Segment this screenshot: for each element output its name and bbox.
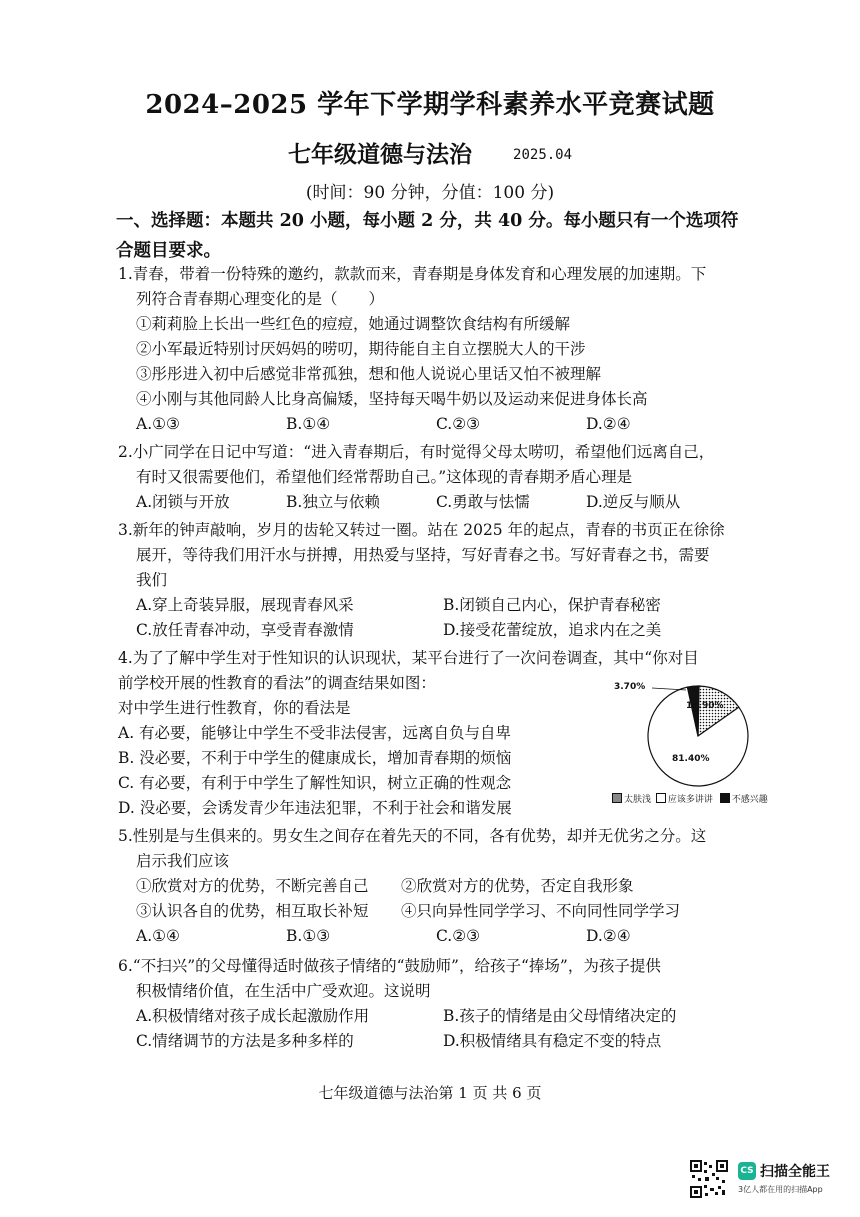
question-1 (118, 262, 778, 437)
option-b: B.闭锁自己内心，保护青春秘密 (443, 596, 661, 614)
option-a: A.积极情绪对孩子成长起激励作用 (136, 1007, 370, 1025)
scanner-app-name: 扫描全能王 (760, 1164, 830, 1180)
question-stem: 2.小广同学在日记中写道：“进入青春期后，有时觉得父母太唠叨，希望他们远离自己， (118, 443, 715, 461)
question-stem: 列符合青春期心理变化的是（ ） (136, 290, 385, 308)
option-d: D.积极情绪具有稳定不变的特点 (443, 1032, 662, 1050)
option-c: C.情绪调节的方法是多种多样的 (136, 1032, 354, 1050)
option-b: B.孩子的情绪是由父母情绪决定的 (443, 1007, 677, 1025)
question-5 (118, 824, 778, 949)
legend-swatch-white (656, 793, 666, 803)
question-stem: 展开，等待我们用汗水与拼搏，用热爱与坚持，写好青春之书。写好青春之书，需要 (136, 546, 710, 564)
option-b: B.①③ (286, 927, 331, 945)
statement-item: ④只向异性同学学习、不向同性同学学习 (401, 902, 681, 920)
question-stem: 有时又很需要他们，希望他们经常帮助自己。”这体现的青春期矛盾心理是 (136, 468, 633, 486)
question-stem: 启示我们应该 (136, 852, 230, 870)
qr-code-icon (690, 1160, 728, 1198)
question-3 (118, 518, 778, 643)
pie-svg (606, 676, 786, 794)
option-d: D.②④ (586, 415, 631, 433)
statement-item: ②欣赏对方的优势，否定自我形象 (401, 877, 634, 895)
option-a: A. 有必要，能够让中学生不受非法侵害，远离自负与自卑 (118, 724, 512, 742)
question-stem: 6.“不扫兴”的父母懂得适时做孩子情绪的“鼓励师”，给孩子“捧场”，为孩子提供 (118, 957, 661, 975)
question-stem: 积极情绪价值，在生活中广受欢迎。这说明 (136, 982, 431, 1000)
statement-item: ③认识各自的优势，相互取长补短 (136, 902, 369, 920)
statement-row (118, 874, 778, 899)
exam-date: 2025.04 (513, 147, 573, 163)
option-b: B.①④ (286, 415, 331, 433)
camscanner-logo-icon: CS (738, 1162, 756, 1180)
statement-item: ②小军最近特别讨厌妈妈的唠叨，期待能自主自立摆脱大人的干涉 (136, 340, 586, 358)
option-c: C.②③ (436, 415, 481, 433)
legend-label: 不感兴趣 (731, 795, 768, 805)
option-d: D.接受花蕾绽放，追求内在之美 (443, 621, 662, 639)
slice-label-superficial: 14.90% (686, 701, 724, 711)
option-a: A.穿上奇装异服，展现青春风采 (136, 596, 354, 614)
exam-title: 2024–2025 学年下学期学科素养水平竞赛试题 (145, 90, 715, 120)
question-stem: 3.新年的钟声敲响，岁月的齿轮又转过一圈。站在 2025 年的起点，青春的书页正在徐徐 (118, 521, 725, 539)
section-heading: 一、选择题：本题共 20 小题，每小题 2 分，共 40 分。每小题只有一个选项符 合题目要求。 (116, 211, 739, 261)
answer-options (118, 412, 778, 437)
time-score-info: (时间：90 分钟，分值：100 分) (305, 183, 555, 203)
question-6 (118, 954, 778, 1054)
statement-item: ①欣赏对方的优势，不断完善自己 (136, 877, 369, 895)
scanner-tagline: 3亿人都在用的扫描App (738, 1185, 823, 1194)
survey-pie-chart (606, 676, 786, 806)
legend-swatch-dotted (612, 793, 622, 803)
answer-options (118, 618, 778, 643)
statement-row (118, 899, 778, 924)
answer-options (118, 593, 778, 618)
question-stem: 4.为了了解中学生对于性知识的认识现状，某平台进行了一次问卷调查，其中“你对目 (118, 649, 699, 667)
slice-label-uninterested: 3.70% (614, 682, 646, 692)
slice-label-needed: 81.40% (672, 754, 710, 764)
option-d: D. 没必要，会诱发青少年违法犯罪，不利于社会和谐发展 (118, 799, 512, 817)
option-c: C. 有必要，有利于中学生了解性知识，树立正确的性观念 (118, 774, 512, 792)
legend-swatch-black (720, 793, 730, 803)
answer-options (118, 490, 778, 515)
answer-options (118, 1029, 778, 1054)
option-c: C.勇敢与怯懦 (436, 493, 530, 511)
legend-label: 太肤浅 (624, 795, 652, 805)
option-a: A.①③ (136, 415, 180, 433)
option-c: C.放任青春冲动，享受青春激情 (136, 621, 354, 639)
question-stem: 5.性别是与生俱来的。男女生之间存在着先天的不同，各有优势，却并无优劣之分。这 (118, 827, 707, 845)
legend-label: 应该多讲讲 (667, 795, 713, 805)
pie-legend (612, 792, 768, 805)
page-footer: 七年级道德与法治第 1 页 共 6 页 (318, 1084, 542, 1102)
option-c: C.②③ (436, 927, 481, 945)
option-b: B. 没必要，不利于中学生的健康成长，增加青春期的烦恼 (118, 749, 512, 767)
option-a: A.①④ (136, 927, 180, 945)
statement-item: ④小刚与其他同龄人比身高偏矮，坚持每天喝牛奶以及运动来促进身体长高 (136, 390, 648, 408)
answer-options (118, 1004, 778, 1029)
option-d: D.②④ (586, 927, 631, 945)
scanner-watermark (690, 1160, 850, 1204)
option-b: B.独立与依赖 (286, 493, 380, 511)
question-2 (118, 440, 778, 515)
option-a: A.闭锁与开放 (136, 493, 230, 511)
statement-item: ③彤彤进入初中后感觉非常孤独，想和他人说说心里话又怕不被理解 (136, 365, 602, 383)
question-stem: 前学校开展的性教育的看法”的调查结果如图： (118, 674, 436, 692)
question-stem: 我们 (136, 571, 168, 589)
question-stem: 对中学生进行性教育，你的看法是 (118, 699, 351, 717)
subtitle-row (0, 136, 860, 169)
option-d: D.逆反与顺从 (586, 493, 681, 511)
statement-item: ①莉莉脸上长出一些红色的痘痘，她通过调整饮食结构有所缓解 (136, 315, 571, 333)
question-stem: 1.青春，带着一份特殊的邀约，款款而来，青春期是身体发育和心理发展的加速期。下 (118, 265, 707, 283)
subject-title: 七年级道德与法治 (287, 141, 472, 168)
answer-options (118, 924, 778, 949)
